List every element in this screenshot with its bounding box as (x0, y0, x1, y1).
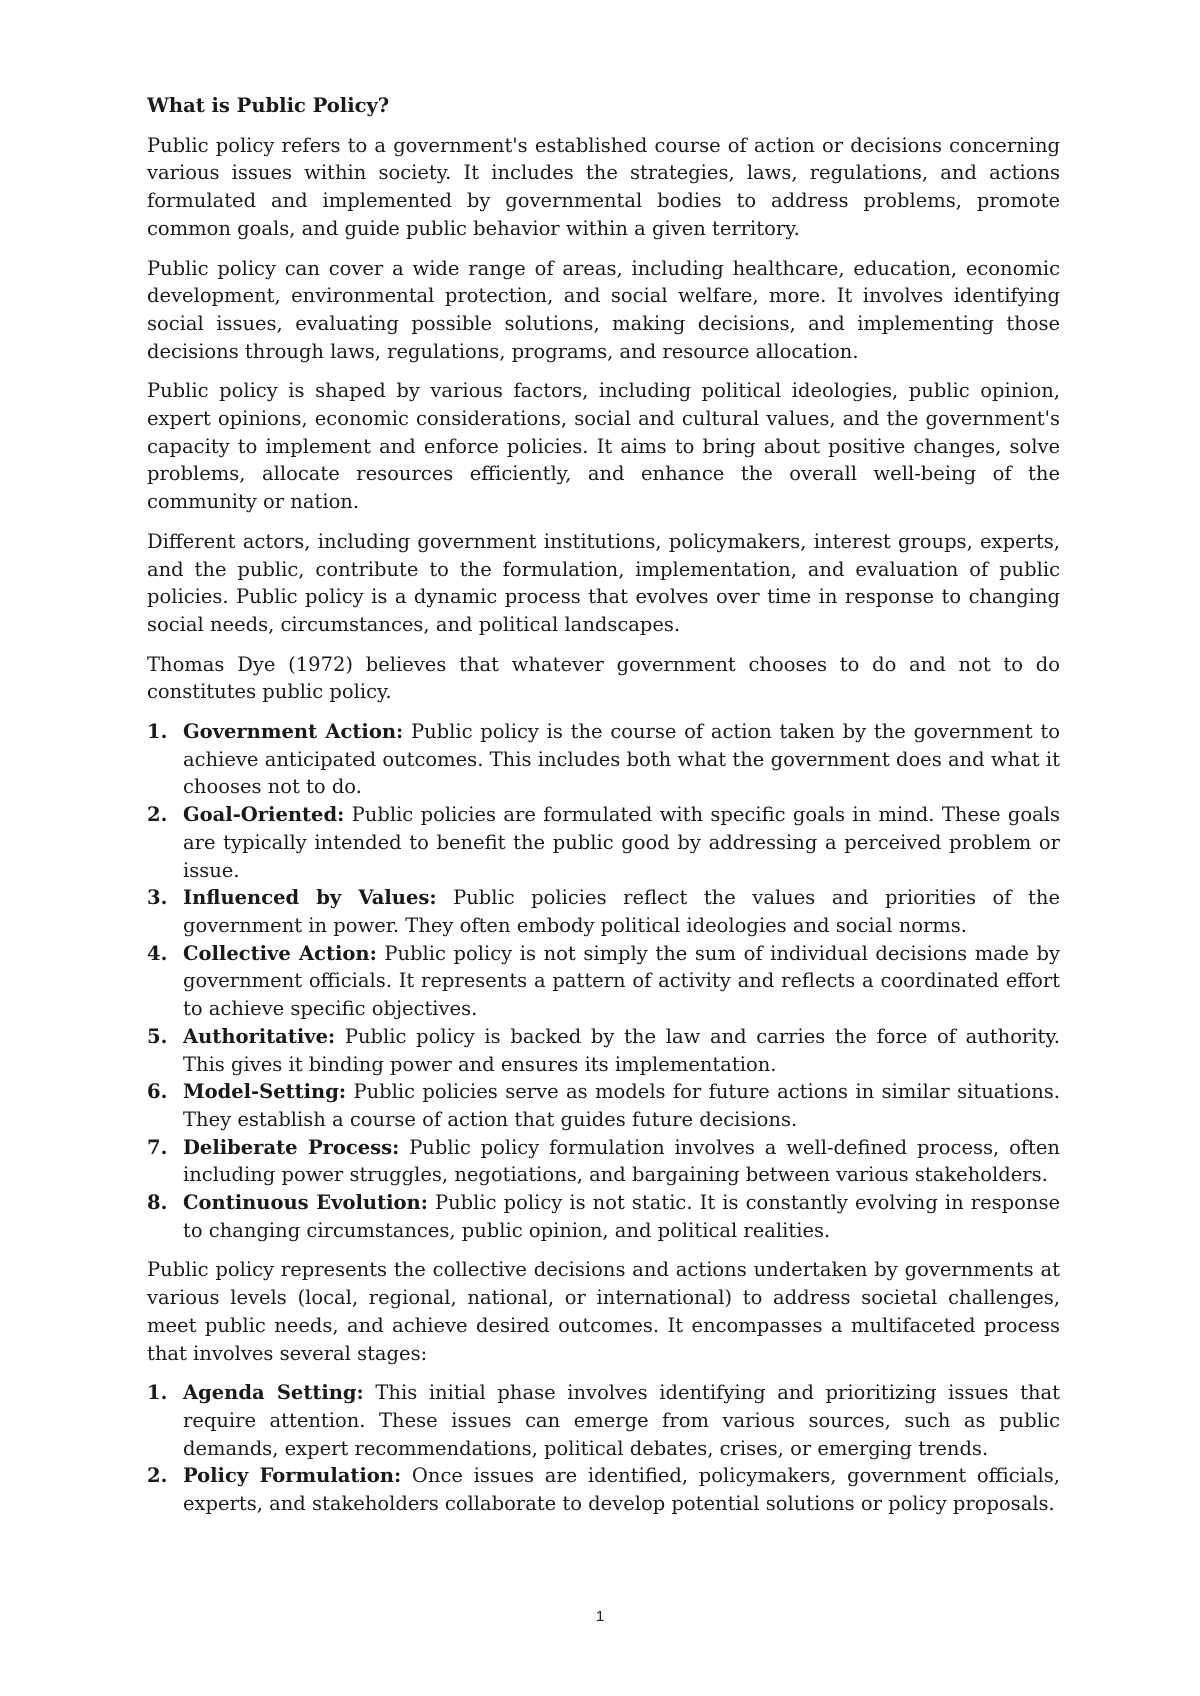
list-item (147, 1462, 1060, 1517)
document-page (147, 92, 1060, 1530)
list-term: Agenda Setting: (183, 1381, 364, 1405)
page-title: What is Public Policy? (147, 94, 390, 117)
list-term: Model-Setting: (183, 1080, 347, 1104)
list-number: 5. (147, 1024, 168, 1048)
list-term: Goal-Oriented: (183, 803, 345, 827)
list-number: 8. (147, 1191, 168, 1215)
list-text: Public policy is backed by the law and carries the force of authority. This gives it binding power and ensures its implementation. (183, 1024, 1060, 1076)
list-number: 1. (147, 720, 168, 744)
list-text: Public policies reflect the values and priorities of the government in power. They often embody political ideologies and social norms. (183, 886, 1060, 937)
list-number: 2. (147, 803, 168, 827)
characteristics-list (147, 718, 1060, 1244)
stages-list (147, 1379, 1060, 1518)
list-text: Public policies serve as models for future actions in similar situations. They establish a course of action that guides future decisions. (183, 1080, 1060, 1131)
list-item (147, 1023, 1060, 1078)
intro-paragraph: Different actors, including government institutions, policymakers, interest groups, experts, and the public, contribute to the formulation, implementation, and evaluation of public policies. Public policy is a dynamic process that evolves over time in response to changing social needs, circumstances, and political landscapes. (147, 529, 1060, 636)
list-term: Policy Formulation: (183, 1464, 402, 1488)
list-text: Public policy is the course of action taken by the government to achieve anticipated outcomes. This includes both what the government does and what it chooses not to do. (183, 720, 1060, 799)
list-text: Public policies are formulated with specific goals in mind. These goals are typically intended to benefit the public good by addressing a perceived problem or issue. (183, 803, 1060, 882)
page-number: 1 (595, 1608, 605, 1625)
list-text: Public policy is not simply the sum of individual decisions made by government officials. It represents a pattern of activity and reflects a coordinated effort to achieve specific objectives. (183, 941, 1060, 1021)
intro-paragraph: Public policy refers to a government's established course of action or decisions concerning various issues within society. It includes the strategies, laws, regulations, and actions formulated and implemented by governmental bodies to address problems, promote common goals, and guide public behavior within a given territory. (147, 133, 1060, 240)
intro-paragraph: Thomas Dye (1972) believes that whatever government chooses to do and not to do constitutes public policy. (147, 652, 1060, 704)
list-item (147, 1189, 1060, 1244)
list-item (147, 940, 1060, 1023)
list-item (147, 801, 1060, 884)
list-number: 4. (147, 941, 168, 965)
list-term: Collective Action: (183, 941, 377, 965)
intro-paragraph: Public policy can cover a wide range of areas, including healthcare, education, economic development, environmental protection, and social welfare, more. It involves identifying social issues, evaluating possible solutions, making decisions, and implementing those decisions through laws, regulations, programs, and resource allocation. (147, 256, 1060, 363)
list-text: Once issues are identified, policymakers, government officials, experts, and stakeholders collaborate to develop potential solutions or policy proposals. (183, 1464, 1060, 1516)
list-number: 7. (147, 1135, 168, 1159)
list-item (147, 884, 1060, 939)
list-text: Public policy is not static. It is constantly evolving in response to changing circumstances, public opinion, and political realities. (183, 1191, 1060, 1242)
list-number: 6. (147, 1080, 168, 1104)
list-term: Deliberate Process: (183, 1135, 400, 1159)
list-item (147, 1134, 1060, 1189)
list-number: 2. (147, 1464, 168, 1488)
list-term: Influenced by Values: (183, 886, 437, 910)
list-number: 3. (147, 886, 168, 910)
list-text: Public policy formulation involves a well-defined process, often including power struggles, negotiations, and bargaining between various stakeholders. (183, 1135, 1060, 1187)
list-term: Government Action: (183, 720, 404, 744)
list-item (147, 1379, 1060, 1462)
list-term: Authoritative: (183, 1024, 336, 1048)
stages-intro-paragraph: Public policy represents the collective decisions and actions undertaken by governments at various levels (local, regional, national, or international) to address societal challenges, meet public needs, and achieve desired outcomes. It encompasses a multifaceted process that involves several stages: (147, 1258, 1060, 1365)
list-item (147, 1078, 1060, 1133)
list-text: This initial phase involves identifying and prioritizing issues that require attention. These issues can emerge from various sources, such as public demands, expert recommendations, political debates, crises, or emerging trends. (183, 1381, 1060, 1460)
list-term: Continuous Evolution: (183, 1191, 428, 1215)
list-item (147, 718, 1060, 801)
intro-paragraph: Public policy is shaped by various factors, including political ideologies, public opinion, expert opinions, economic considerations, social and cultural values, and the government's capacity to implement and enforce policies. It aims to bring about positive changes, solve problems, allocate resources efficiently, and enhance the overall well-being of the community or nation. (147, 379, 1060, 514)
list-number: 1. (147, 1381, 168, 1405)
